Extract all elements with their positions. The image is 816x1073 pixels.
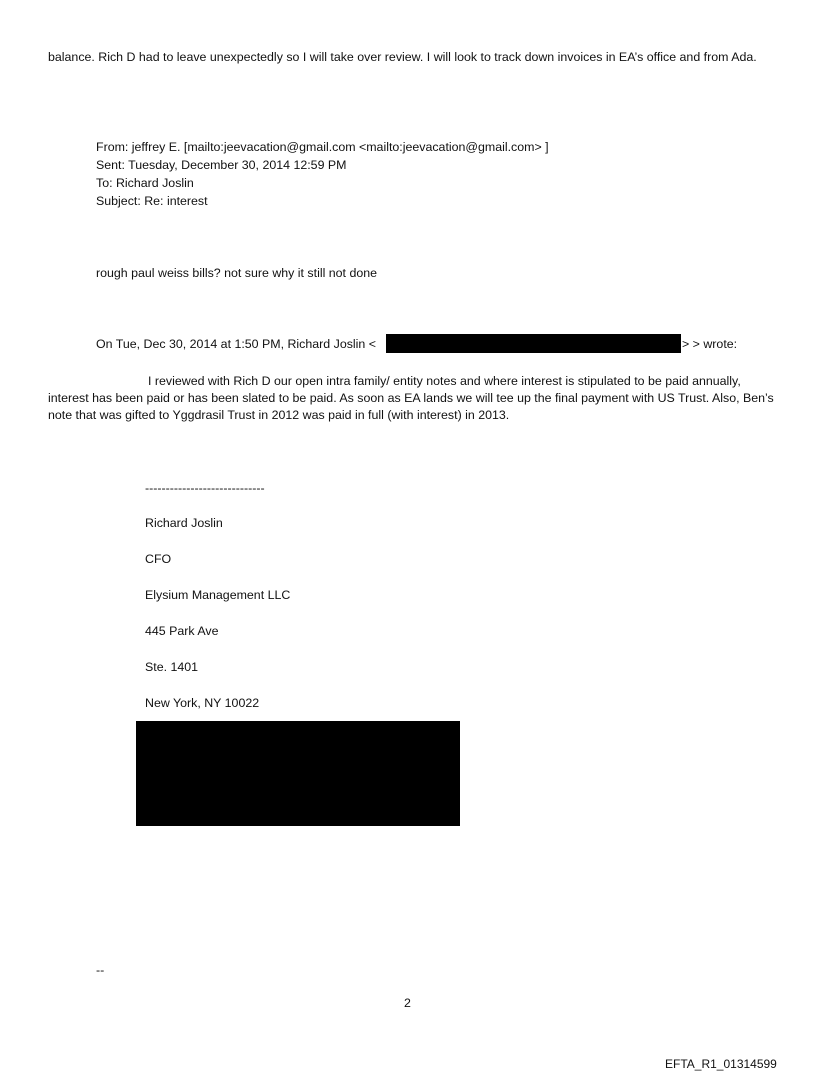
signature-separator: ----------------------------- [145, 481, 265, 495]
signature-title: CFO [145, 552, 172, 566]
email-sent: Sent: Tuesday, December 30, 2014 12:59 PM [96, 158, 347, 172]
top-paragraph: balance. Rich D had to leave unexpectedly so I will take over review. I will look to track down invoices in EA’s office and from Ada. [48, 50, 757, 64]
signature-company: Elysium Management LLC [145, 588, 291, 602]
signature-name: Richard Joslin [145, 516, 223, 530]
signature-address-line2: Ste. 1401 [145, 660, 199, 674]
email-subject: Subject: Re: interest [96, 194, 208, 208]
quote-intro-prefix: On Tue, Dec 30, 2014 at 1:50 PM, Richard Joslin < [96, 337, 376, 351]
redaction-email-bar [386, 334, 681, 353]
page-number: 2 [404, 996, 411, 1010]
signature-address-line1: 445 Park Ave [145, 624, 219, 638]
reply-body: rough paul weiss bills? not sure why it still not done [96, 266, 378, 280]
bates-id: EFTA_R1_01314599 [665, 1057, 777, 1071]
quote-intro-suffix: > > wrote: [682, 337, 738, 351]
redaction-block [136, 721, 460, 826]
email-from: From: jeffrey E. [mailto:jeevacation@gmail.com <mailto:jeevacation@gmail.com> ] [96, 140, 549, 154]
quoted-paragraph: I reviewed with Rich D our open intra family/ entity notes and where interest is stipulated to be paid annually, interest has been paid or has been slated to be paid. As soon as EA lands we will tee up the final payment with US Trust. Also, Ben’s note that was gifted to Yggdrasil Trust in 2012 was paid in full (with interest) in 2013. [48, 374, 774, 422]
signature-city: New York, NY 10022 [145, 696, 260, 710]
dashes: -- [96, 963, 105, 977]
email-to: To: Richard Joslin [96, 176, 194, 190]
